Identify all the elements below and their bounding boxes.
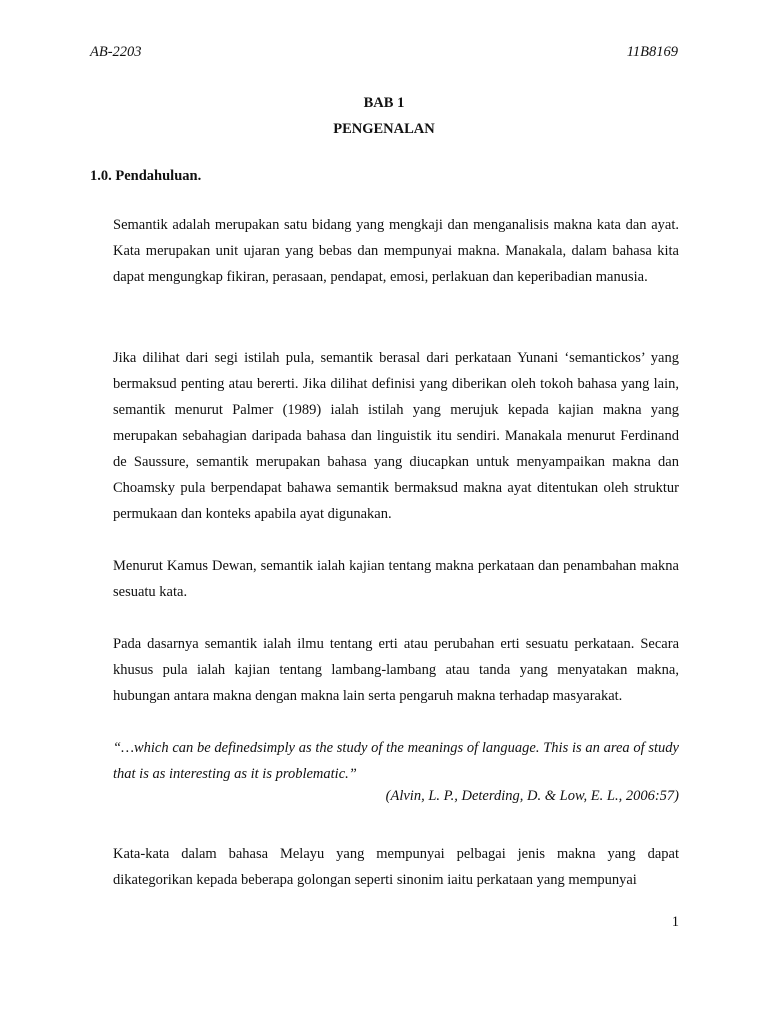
chapter-heading: [0, 90, 768, 142]
paragraph-2: Jika dilihat dari segi istilah pula, semantik berasal dari perkataan Yunani ‘semantickos’ yang bermaksud penting atau bererti. Jika dilihat definisi yang diberikan oleh tokoh bahasa yang lain, semantik menurut Palmer (1989) ialah istilah yang merujuk kepada kajian makna yang merupakan sebahagian daripada bahasa dan linguistik itu sendiri. Manakala menurut Ferdinand de Saussure, semantik merupakan bahasa yang diucapkan untuk menyampaikan makna dan Choamsky pula berpendapat bahawa semantik bermaksud makna ayat ditentukan oleh struktur permukaan dan konteks apabila ayat digunakan.: [113, 350, 679, 522]
paragraph-5: Kata-kata dalam bahasa Melayu yang mempunyai pelbagai jenis makna yang dapat dikategorikan kepada beberapa golongan seperti sinonim iaitu perkataan yang mempunyai: [113, 846, 679, 888]
header-left-code: AB-2203: [90, 44, 142, 60]
paragraph-4: Pada dasarnya semantik ialah ilmu tentang erti atau perubahan erti sesuatu perkataan. Secara khusus pula ialah kajian tentang lambang-lambang atau tanda yang menyatakan makna, hubungan antara makna dengan makna lain serta pengaruh makna terhadap masyarakat.: [113, 636, 679, 704]
quote-citation: (Alvin, L. P., Deterding, D. & Low, E. L., 2006:57): [385, 788, 679, 804]
paragraph-3: Menurut Kamus Dewan, semantik ialah kajian tentang makna perkataan dan penambahan makna sesuatu kata.: [113, 558, 679, 600]
block-quote: “…which can be definedsimply as the study of the meanings of language. This is an area of study that is as interesting as it is problematic.”: [113, 740, 679, 782]
page-number: 1: [671, 914, 679, 930]
section-heading: 1.0. Pendahuluan.: [90, 168, 202, 184]
header-right-code: 11B8169: [626, 44, 678, 60]
paragraph-1: Semantik adalah merupakan satu bidang yang mengkaji dan menganalisis makna kata dan ayat. Kata merupakan unit ujaran yang bebas dan mempunyai makna. Manakala, dalam bahasa kita dapat mengungkap fikiran, perasaan, pendapat, emosi, perlakuan dan keperibadian manusia.: [113, 217, 679, 285]
chapter-title: PENGENALAN: [333, 121, 435, 137]
chapter-label: BAB 1: [363, 95, 405, 111]
